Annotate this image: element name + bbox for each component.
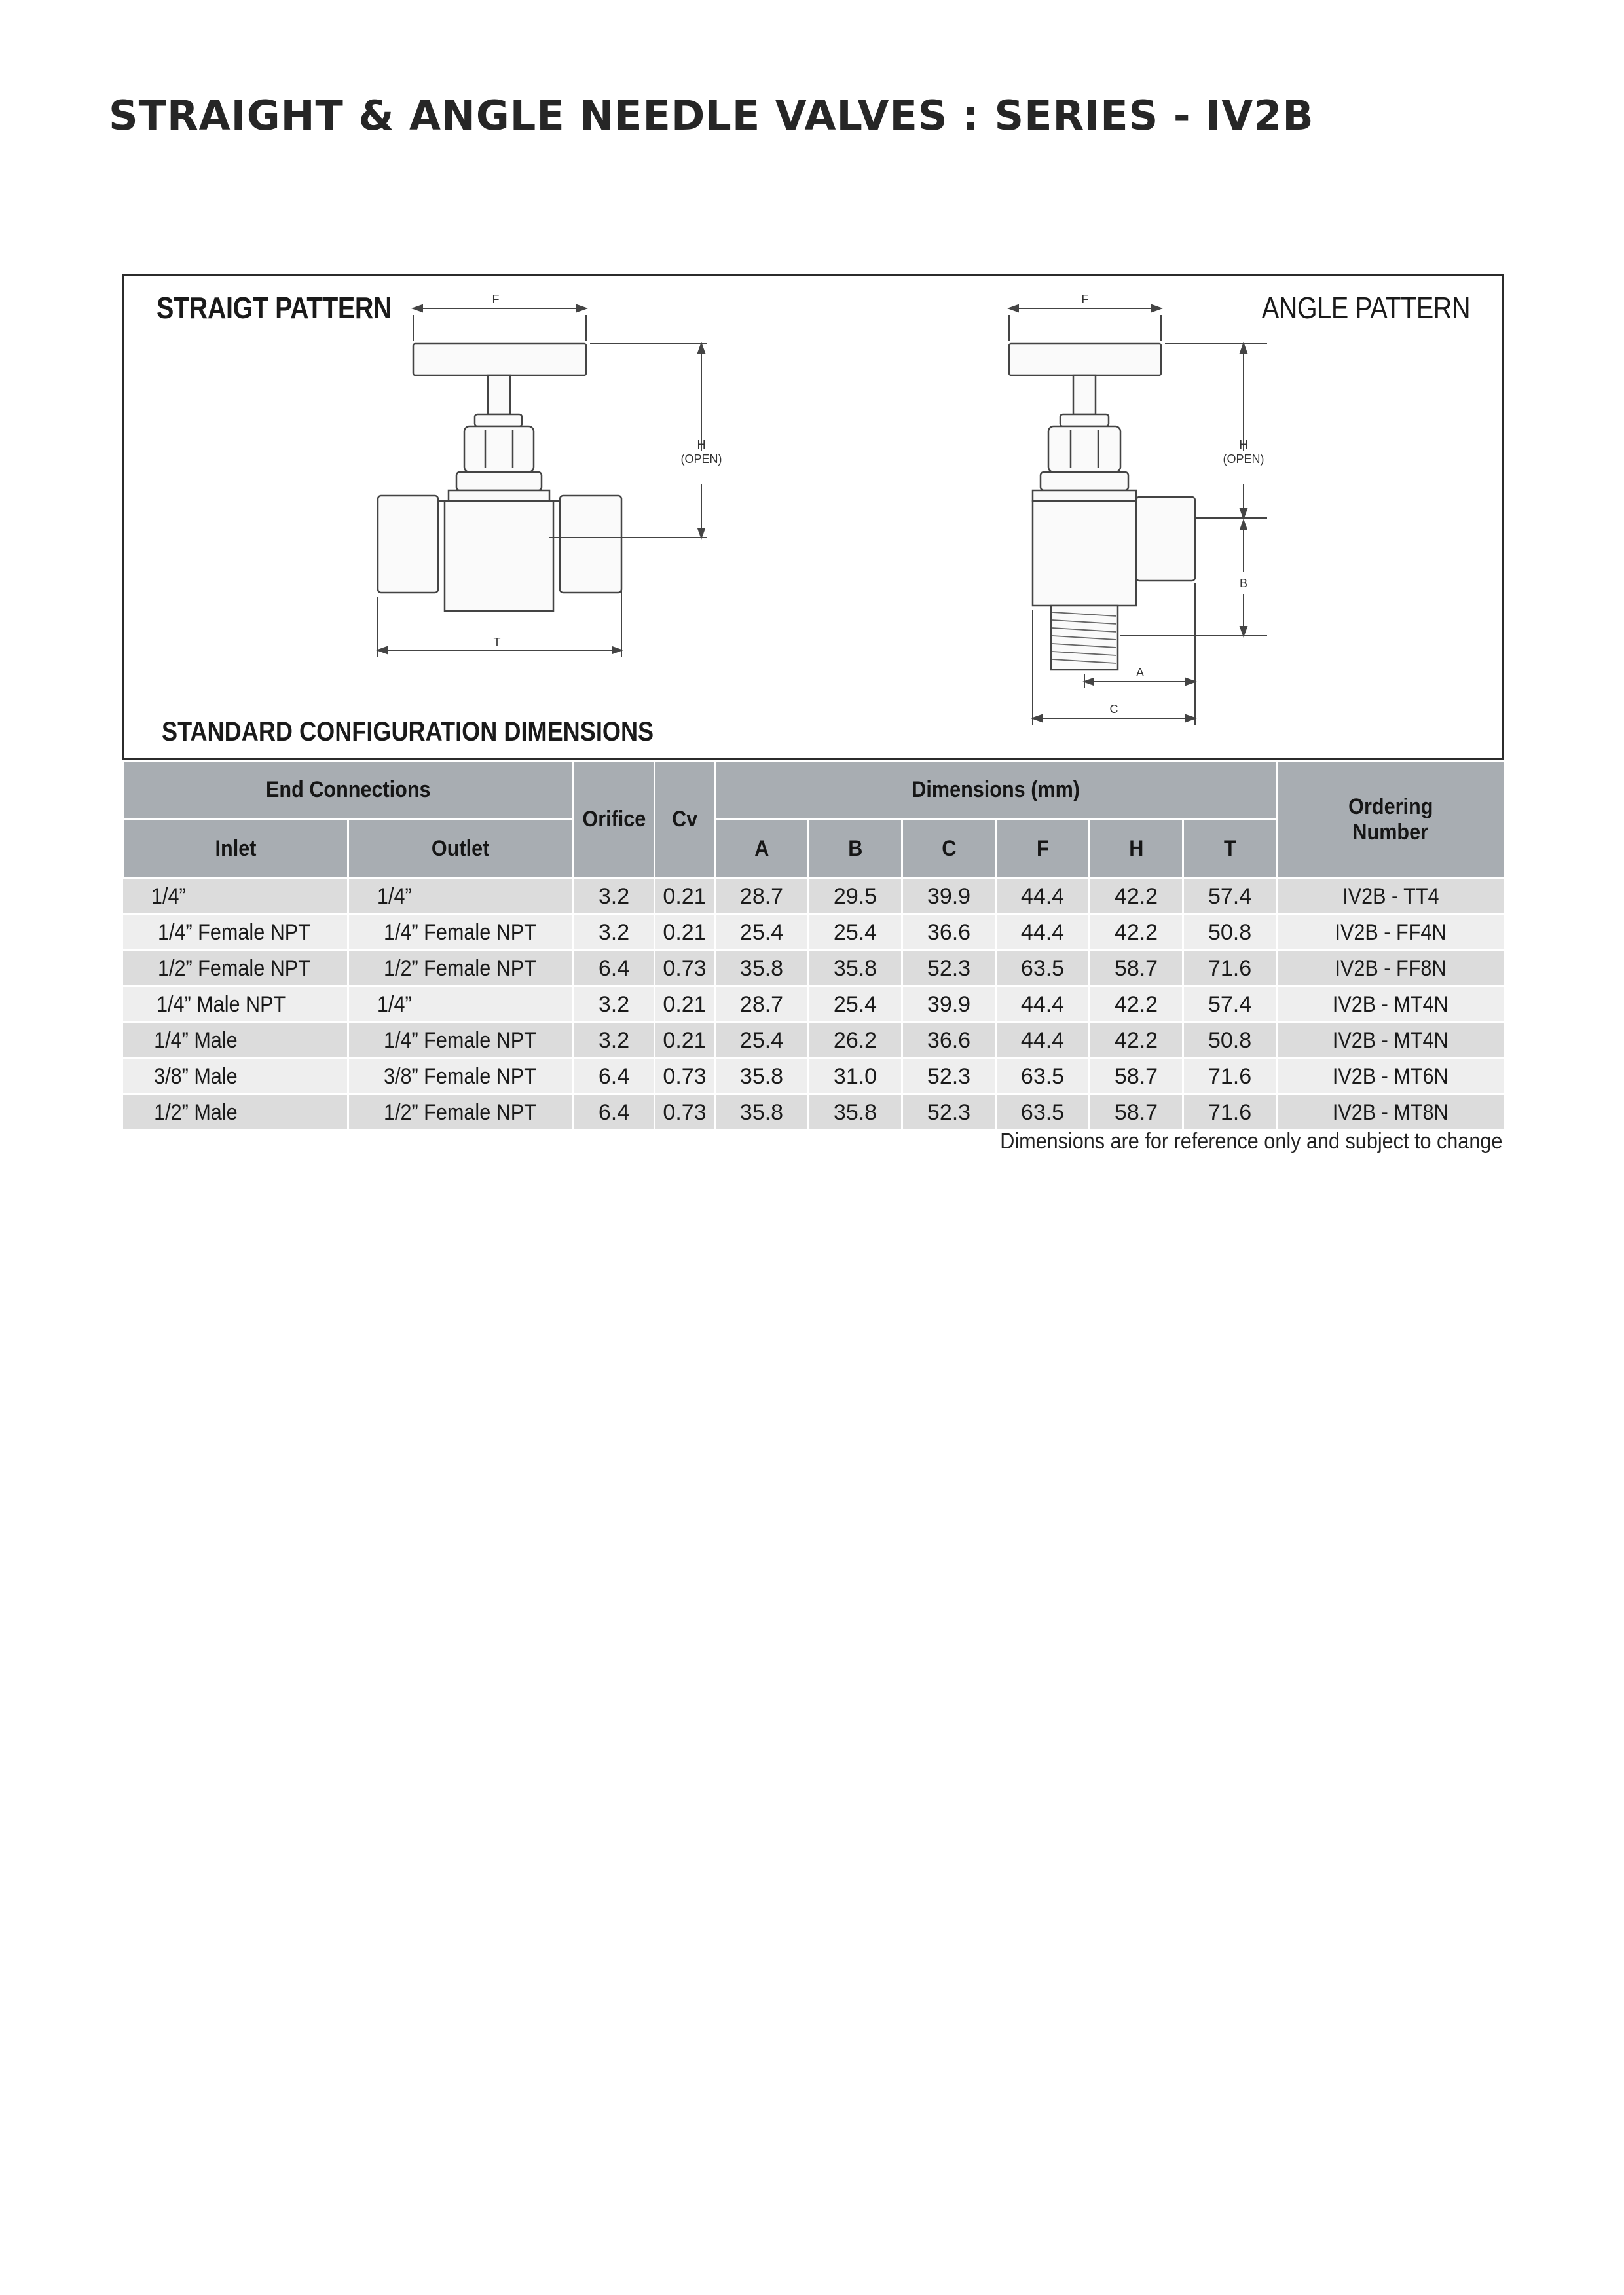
- header-c: C: [902, 820, 996, 879]
- header-a: A: [715, 820, 809, 879]
- table-row: 1/4” Female NPT 1/4” Female NPT 3.2 0.21 25.4 25.4 36.6 44.4 42.2 50.8 IV2B - FF4N: [123, 915, 1505, 951]
- dim-a: A: [1135, 666, 1145, 679]
- dim-c: C: [1109, 703, 1118, 716]
- header-f: F: [996, 820, 1090, 879]
- header-b: B: [809, 820, 902, 879]
- dim-h-angle: H: [1239, 438, 1248, 451]
- table-row: 1/2” Female NPT 1/2” Female NPT 6.4 0.73 35.8 35.8 52.3 63.5 58.7 71.6 IV2B - FF8N: [123, 951, 1505, 987]
- page-title: STRAIGHT & ANGLE NEEDLE VALVES : SERIES - IV2B: [109, 92, 1314, 139]
- header-cv: Cv: [655, 761, 715, 879]
- table-row: 3/8” Male 3/8” Female NPT 6.4 0.73 35.8 31.0 52.3 63.5 58.7 71.6 IV2B - MT6N: [123, 1059, 1505, 1095]
- dim-t: T: [493, 636, 501, 649]
- header-dimensions: Dimensions (mm): [715, 761, 1277, 820]
- header-inlet: Inlet: [123, 820, 348, 879]
- dim-f-angle: F: [1081, 293, 1089, 306]
- dim-open-straight: (OPEN): [680, 452, 722, 466]
- standard-config-heading: STANDARD CONFIGURATION DIMENSIONS: [162, 716, 654, 746]
- table-row: 1/4” 1/4” 3.2 0.21 28.7 29.5 39.9 44.4 42.2 57.4 IV2B - TT4: [123, 879, 1505, 915]
- header-end-connections: End Connections: [123, 761, 574, 820]
- header-h: H: [1090, 820, 1183, 879]
- dim-f-straight: F: [492, 293, 500, 306]
- straight-valve-drawing: [378, 344, 621, 611]
- header-ordering-number: Ordering Number: [1277, 761, 1505, 879]
- table-row: 1/2” Male 1/2” Female NPT 6.4 0.73 35.8 35.8 52.3 63.5 58.7 71.6 IV2B - MT8N: [123, 1095, 1505, 1131]
- dim-h-straight: H: [697, 438, 706, 451]
- header-orifice: Orifice: [574, 761, 655, 879]
- header-t: T: [1183, 820, 1277, 879]
- dim-open-angle: (OPEN): [1223, 452, 1264, 466]
- dimensions-table: [122, 760, 1505, 1131]
- angle-valve-drawing: [1009, 344, 1195, 670]
- valve-drawings: [124, 276, 1502, 758]
- angle-pattern-label: ANGLE PATTERN: [1261, 291, 1470, 325]
- header-outlet: Outlet: [348, 820, 574, 879]
- straight-pattern-label: STRAIGT PATTERN: [157, 291, 392, 325]
- drawing-panel: [122, 274, 1504, 760]
- reference-note: Dimensions are for reference only and subject to change: [999, 1129, 1502, 1154]
- dim-b: B: [1239, 577, 1248, 590]
- table-row: 1/4” Male NPT 1/4” 3.2 0.21 28.7 25.4 39.9 44.4 42.2 57.4 IV2B - MT4N: [123, 987, 1505, 1023]
- table-row: 1/4” Male 1/4” Female NPT 3.2 0.21 25.4 26.2 36.6 44.4 42.2 50.8 IV2B - MT4N: [123, 1023, 1505, 1059]
